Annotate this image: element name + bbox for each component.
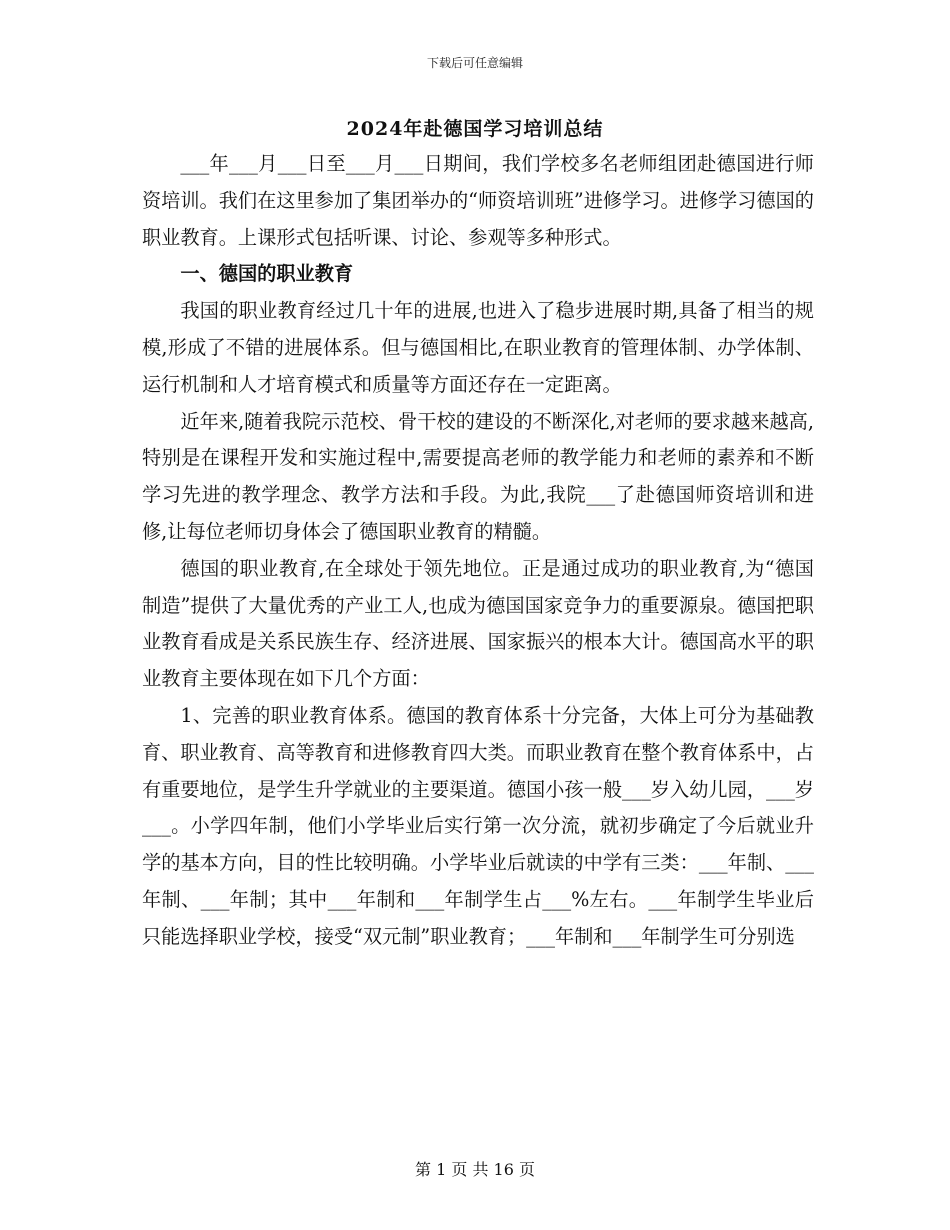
page-number-footer: 第 1 页 共 16 页 (415, 1160, 535, 1179)
body-paragraph: 近年来,随着我院示范校、骨干校的建设的不断深化,对老师的要求越来越高,特别是在课程开发和实施过程中,需要提高老师的教学能力和老师的素养和不断学习先进的教学理念、教学方法和手段。为此,我院___了赴德国师资培训和进修,让每位老师切身体会了德国职业教育的精髓。 (142, 409, 814, 543)
numbered-paragraph: 1、完善的职业教育体系。德国的教育体系十分完备，大体上可分为基础教育、职业教育、高等教育和进修教育四大类。而职业教育在整个教育体系中，占有重要地位，是学生升学就业的主要渠道。德国小孩一般___岁入幼儿园，___岁___。小学四年制，他们小学毕业后实行第一次分流，就初步确定了今后就业升学的基本方向，目的性比较明确。小学毕业后就读的中学有三类：___年制、___年制、___年制；其中___年制和___年制学生占___%左右。___年制学生毕业后只能选择职业学校，接受“双元制”职业教育；___年制和___年制学生可分别选 (142, 703, 814, 948)
body-paragraph: 我国的职业教育经过几十年的进展,也进入了稳步进展时期,具备了相当的规模,形成了不错的进展体系。但与德国相比,在职业教育的管理体制、办学体制、运行机制和人才培育模式和质量等方面还存在一定距离。 (142, 299, 814, 396)
section-heading: 一、德国的职业教育 (180, 262, 354, 286)
document-body (142, 146, 814, 956)
intro-paragraph: ___年___月___日至___月___日期间，我们学校多名老师组团赴德国进行师资培训。我们在这里参加了集团举办的“师资培训班”进修学习。进修学习德国的职业教育。上课形式包括听课、讨论、参观等多种形式。 (142, 152, 814, 249)
document-title: 2024年赴德国学习培训总结 (346, 118, 604, 140)
body-paragraph: 德国的职业教育,在全球处于领先地位。正是通过成功的职业教育,为“德国制造”提供了大量优秀的产业工人,也成为德国国家竞争力的重要源泉。德国把职业教育看成是关系民族生存、经济进展、国家振兴的根本大计。德国高水平的职业教育主要体现在如下几个方面： (142, 556, 814, 691)
page-header-note: 下载后可任意编辑 (426, 56, 523, 70)
